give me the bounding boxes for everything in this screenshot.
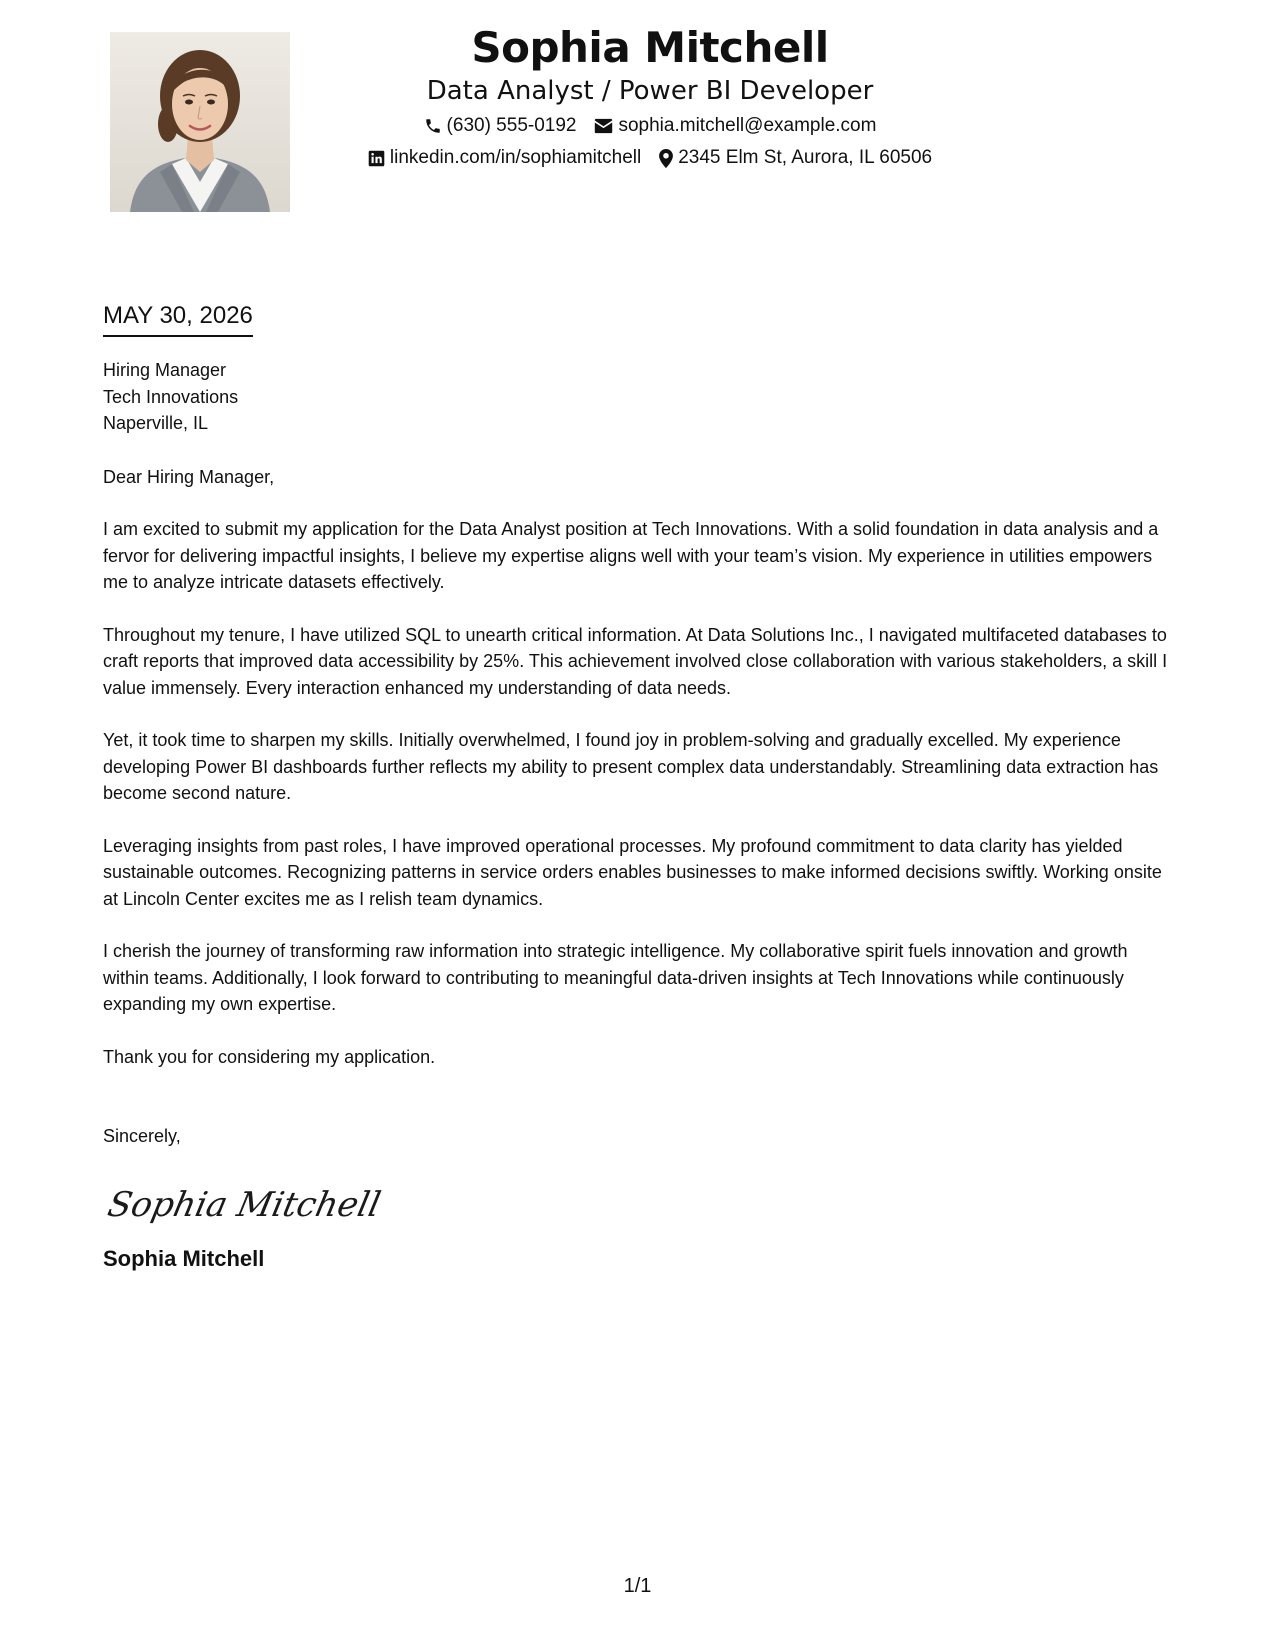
linkedin-contact — [368, 144, 641, 172]
closing-line: Sincerely, — [103, 1126, 181, 1146]
phone-text: (630) 555-0192 — [446, 115, 577, 136]
email-text: sophia.mitchell@example.com — [618, 115, 877, 136]
linkedin-icon — [368, 150, 385, 167]
signature-script: Sophia Mitchell — [104, 1184, 385, 1225]
recipient-line: Naperville, IL — [103, 413, 209, 433]
address-text: 2345 Elm St, Aurora, IL 60506 — [678, 147, 933, 168]
contact-row-2 — [300, 144, 1000, 172]
body-paragraph: I am excited to submit my application for the Data Analyst position at Tech Innovations. With a solid foundation in data analysis and a fervor for delivering impactful insights, I believe my expertise aligns well with your team’s vision. My experience in utilities empowers me to analyze intricate datasets effectively. — [103, 519, 1159, 592]
body-paragraph: Leveraging insights from past roles, I have improved operational processes. My profound commitment to data clarity has yielded sustainable outcomes. Recognizing patterns in service orders enables businesses to make informed decisions swiftly. Working onsite at Lincoln Center excites me as I relish team dynamics. — [103, 835, 1162, 909]
thanks-line: Thank you for considering my application. — [103, 1046, 436, 1067]
address-contact — [659, 144, 932, 172]
linkedin-text: linkedin.com/in/sophiamitchell — [389, 147, 642, 168]
salutation: Dear Hiring Manager, — [103, 466, 275, 487]
email-contact — [594, 112, 876, 140]
envelope-icon — [594, 118, 613, 134]
body-paragraph: Yet, it took time to sharpen my skills. Initially overwhelmed, I found joy in problem-solving and gradually excelled. My experience developing Power BI dashboards further reflects my ability to present complex data understandably. Streamlining data extraction has become second nature. — [103, 730, 1159, 803]
phone-icon — [424, 117, 442, 135]
letter-header — [300, 22, 1000, 172]
profile-photo — [110, 32, 290, 212]
portrait-illustration — [110, 32, 290, 212]
body-paragraph: I cherish the journey of transforming raw information into strategic intelligence. My collaborative spirit fuels innovation and growth within teams. Additionally, I look forward to contributing to meaningful data-driven insights at Tech Innovations while continuously expanding my own expertise. — [103, 941, 1128, 1014]
recipient-line: Tech Innovations — [103, 386, 239, 407]
letter-date: MAY 30, 2026 — [103, 300, 253, 337]
contact-row-1 — [300, 112, 1000, 140]
letter-body — [103, 300, 1173, 1274]
recipient-line: Hiring Manager — [103, 360, 227, 380]
handwritten-signature — [104, 1174, 1173, 1234]
body-paragraph: Throughout my tenure, I have utilized SQL to unearth critical information. At Data Solutions Inc., I navigated multifaceted databases to craft reports that improved data accessibility by 25%. This achievement involved close collaboration with various stakeholders, a skill I value immensely. Every interaction enhanced my understanding of data needs. — [103, 624, 1168, 698]
page-number: 1/1 — [623, 1575, 652, 1597]
applicant-name: Sophia Mitchell — [471, 23, 829, 72]
applicant-role: Data Analyst / Power BI Developer — [426, 76, 874, 106]
signature-image — [104, 1174, 385, 1234]
signer-name: Sophia Mitchell — [103, 1245, 265, 1271]
map-pin-icon — [659, 149, 673, 168]
recipient-block — [103, 357, 1173, 437]
phone-contact — [424, 112, 577, 140]
